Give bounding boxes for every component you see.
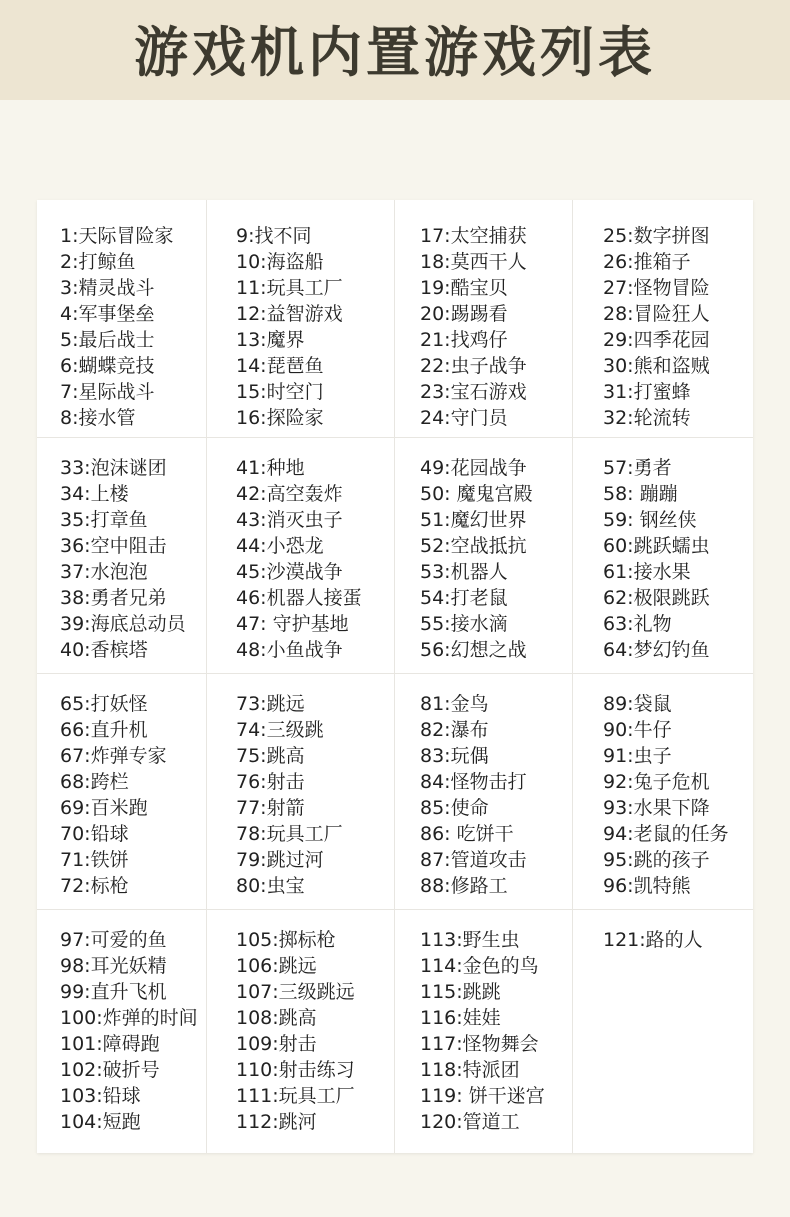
game-item: 61:接水果 [603, 561, 691, 583]
game-item: 27:怪物冒险 [603, 277, 710, 299]
game-item: 25:数字拼图 [603, 225, 710, 247]
game-item: 78:玩具工厂 [236, 823, 343, 845]
game-item: 82:瀑布 [420, 719, 489, 741]
game-item: 99:直升飞机 [60, 981, 167, 1003]
game-item: 30:熊和盗贼 [603, 355, 710, 377]
game-item: 22:虫子战争 [420, 355, 527, 377]
game-item: 18:莫西干人 [420, 251, 527, 273]
game-item: 1:天际冒险家 [60, 225, 174, 247]
game-item: 10:海盗船 [236, 251, 324, 273]
game-item: 104:短跑 [60, 1111, 141, 1133]
game-item: 63:礼物 [603, 613, 672, 635]
game-item: 69:百米跑 [60, 797, 148, 819]
game-item: 107:三级跳远 [236, 981, 355, 1003]
game-item: 76:射击 [236, 771, 305, 793]
game-item: 42:高空轰炸 [236, 483, 343, 505]
game-item: 121:路的人 [603, 929, 703, 951]
game-item: 105:掷标枪 [236, 929, 336, 951]
game-item: 90:牛仔 [603, 719, 672, 741]
game-cell [207, 910, 395, 1153]
game-item: 31:打蜜蜂 [603, 381, 691, 403]
game-item: 66:直升机 [60, 719, 148, 741]
game-item: 43:消灭虫子 [236, 509, 343, 531]
game-item: 71:铁饼 [60, 849, 129, 871]
game-item: 83:玩偶 [420, 745, 489, 767]
game-item: 89:袋鼠 [603, 693, 672, 715]
game-item: 35:打章鱼 [60, 509, 148, 531]
game-item: 37:水泡泡 [60, 561, 148, 583]
game-item: 52:空战抵抗 [420, 535, 527, 557]
game-item: 9:找不同 [236, 225, 312, 247]
game-item: 60:跳跃蠕虫 [603, 535, 710, 557]
game-item: 13:魔界 [236, 329, 305, 351]
game-cell [573, 200, 753, 438]
game-cell [573, 910, 753, 1153]
game-item: 57:勇者 [603, 457, 672, 479]
game-cell [207, 674, 395, 910]
game-item: 39:海底总动员 [60, 613, 186, 635]
game-item: 14:琵琶鱼 [236, 355, 324, 377]
game-item: 38:勇者兄弟 [60, 587, 167, 609]
game-item: 94:老鼠的任务 [603, 823, 729, 845]
game-item: 119: 饼干迷宫 [420, 1085, 545, 1107]
game-item: 88:修路工 [420, 875, 508, 897]
game-item: 106:跳远 [236, 955, 317, 977]
game-item: 40:香槟塔 [60, 639, 148, 661]
game-item: 19:酷宝贝 [420, 277, 508, 299]
game-item: 67:炸弹专家 [60, 745, 167, 767]
game-cell [395, 200, 573, 438]
game-item: 29:四季花园 [603, 329, 710, 351]
game-cell [207, 200, 395, 438]
game-item: 74:三级跳 [236, 719, 324, 741]
game-item: 55:接水滴 [420, 613, 508, 635]
game-item: 2:打鲸鱼 [60, 251, 136, 273]
game-item: 45:沙漠战争 [236, 561, 343, 583]
game-item: 48:小鱼战争 [236, 639, 343, 661]
game-item: 70:铅球 [60, 823, 129, 845]
game-item: 79:跳过河 [236, 849, 324, 871]
game-item: 28:冒险狂人 [603, 303, 710, 325]
game-item: 47: 守护基地 [236, 613, 349, 635]
game-item: 93:水果下降 [603, 797, 710, 819]
game-cell [37, 438, 207, 674]
game-item: 64:梦幻钓鱼 [603, 639, 710, 661]
game-item: 62:极限跳跃 [603, 587, 710, 609]
game-item: 102:破折号 [60, 1059, 160, 1081]
game-item: 15:时空门 [236, 381, 324, 403]
game-cell [37, 910, 207, 1153]
game-item: 117:怪物舞会 [420, 1033, 539, 1055]
game-item: 11:玩具工厂 [236, 277, 343, 299]
game-item: 50: 魔鬼宫殿 [420, 483, 533, 505]
game-item: 109:射击 [236, 1033, 317, 1055]
game-item: 65:打妖怪 [60, 693, 148, 715]
game-item: 36:空中阻击 [60, 535, 167, 557]
game-item: 5:最后战士 [60, 329, 155, 351]
game-item: 56:幻想之战 [420, 639, 527, 661]
game-item: 113:野生虫 [420, 929, 520, 951]
game-item: 44:小恐龙 [236, 535, 324, 557]
game-cell [37, 200, 207, 438]
game-item: 96:凯特熊 [603, 875, 691, 897]
game-item: 120:管道工 [420, 1111, 520, 1133]
game-item: 17:太空捕获 [420, 225, 527, 247]
game-item: 114:金色的鸟 [420, 955, 539, 977]
game-item: 73:跳远 [236, 693, 305, 715]
game-item: 26:推箱子 [603, 251, 691, 273]
game-item: 91:虫子 [603, 745, 672, 767]
game-item: 8:接水管 [60, 407, 136, 429]
game-item: 41:种地 [236, 457, 305, 479]
game-item: 58: 蹦蹦 [603, 483, 678, 505]
game-item: 16:探险家 [236, 407, 324, 429]
game-item: 23:宝石游戏 [420, 381, 527, 403]
game-list-card [37, 200, 753, 1153]
game-item: 3:精灵战斗 [60, 277, 155, 299]
game-item: 115:跳跳 [420, 981, 501, 1003]
game-item: 20:踢踢看 [420, 303, 508, 325]
game-cell [207, 438, 395, 674]
game-item: 72:标枪 [60, 875, 129, 897]
game-item: 34:上楼 [60, 483, 129, 505]
game-item: 24:守门员 [420, 407, 508, 429]
game-item: 51:魔幻世界 [420, 509, 527, 531]
game-item: 68:跨栏 [60, 771, 129, 793]
game-item: 84:怪物击打 [420, 771, 527, 793]
game-item: 95:跳的孩子 [603, 849, 710, 871]
game-item: 87:管道攻击 [420, 849, 527, 871]
game-item: 49:花园战争 [420, 457, 527, 479]
game-cell [395, 674, 573, 910]
game-item: 92:兔子危机 [603, 771, 710, 793]
game-item: 53:机器人 [420, 561, 508, 583]
game-cell [573, 438, 753, 674]
game-item: 77:射箭 [236, 797, 305, 819]
game-item: 4:军事堡垒 [60, 303, 155, 325]
game-cell [573, 674, 753, 910]
game-item: 46:机器人接蛋 [236, 587, 362, 609]
game-item: 101:障碍跑 [60, 1033, 160, 1055]
game-item: 80:虫宝 [236, 875, 305, 897]
game-item: 118:特派团 [420, 1059, 520, 1081]
game-item: 108:跳高 [236, 1007, 317, 1029]
game-item: 111:玩具工厂 [236, 1085, 355, 1107]
game-cell [37, 674, 207, 910]
game-item: 98:耳光妖精 [60, 955, 167, 977]
game-item: 33:泡沫谜团 [60, 457, 167, 479]
game-item: 59: 钢丝侠 [603, 509, 697, 531]
game-item: 103:铅球 [60, 1085, 141, 1107]
page-title: 游戏机内置游戏列表 [134, 20, 656, 84]
game-item: 7:星际战斗 [60, 381, 155, 403]
game-item: 21:找鸡仔 [420, 329, 508, 351]
game-item: 86: 吃饼干 [420, 823, 514, 845]
game-item: 116:娃娃 [420, 1007, 501, 1029]
game-item: 110:射击练习 [236, 1059, 355, 1081]
game-item: 97:可爱的鱼 [60, 929, 167, 951]
game-list-grid [37, 200, 753, 1153]
game-cell [395, 438, 573, 674]
game-item: 81:金鸟 [420, 693, 489, 715]
game-item: 75:跳高 [236, 745, 305, 767]
game-item: 100:炸弹的时间 [60, 1007, 198, 1029]
header-banner [0, 0, 790, 100]
game-item: 12:益智游戏 [236, 303, 343, 325]
game-item: 85:使命 [420, 797, 489, 819]
game-item: 54:打老鼠 [420, 587, 508, 609]
game-item: 32:轮流转 [603, 407, 691, 429]
game-item: 6:蝴蝶竞技 [60, 355, 155, 377]
game-cell [395, 910, 573, 1153]
game-item: 112:跳河 [236, 1111, 317, 1133]
